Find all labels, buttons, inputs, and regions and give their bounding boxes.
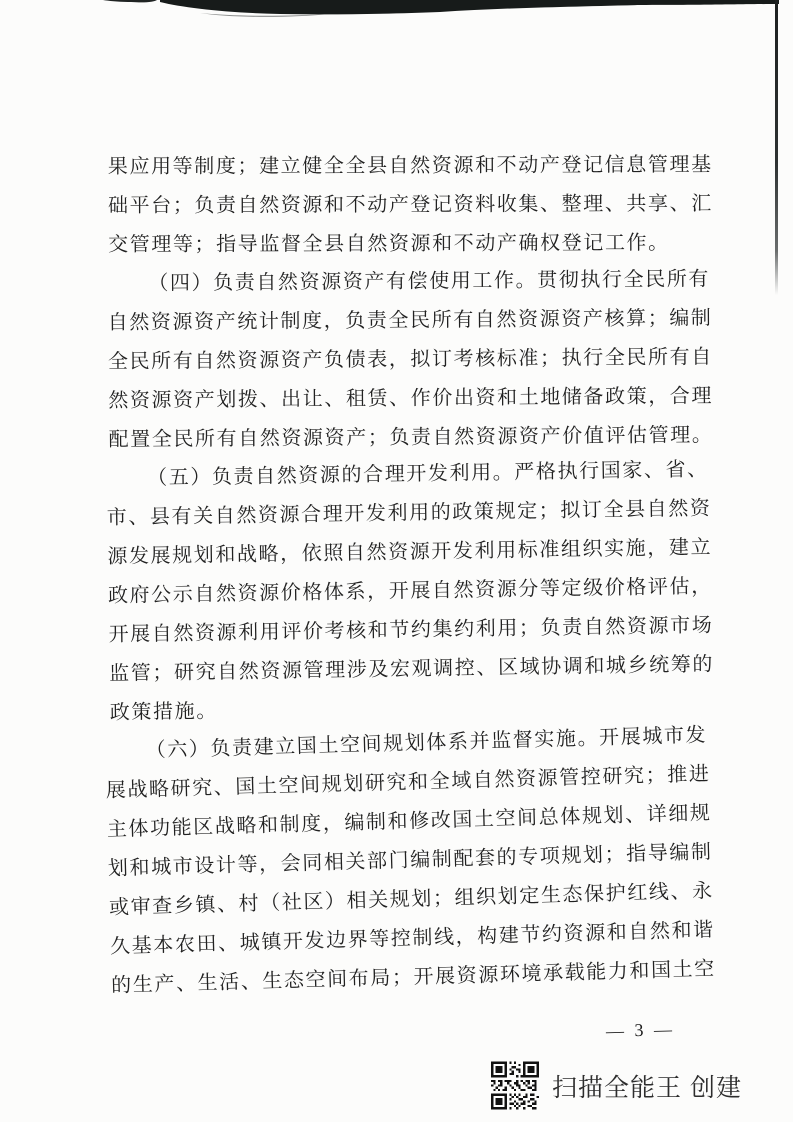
text-line: 久基本农田、城镇开发边界等控制线，构建节约资源和自然和谐 — [109, 919, 716, 958]
text-line: 政策措施。 — [109, 700, 218, 724]
scan-shadow-right — [775, 0, 778, 295]
text-line: 果应用等制度；建立健全全县自然资源和不动产登记信息管理基 — [107, 153, 713, 179]
scanner-watermark — [491, 1060, 742, 1111]
text-line: 展战略研究、国土空间规划研究和全域自然资源管控研究；推进 — [105, 763, 711, 803]
document-body — [105, 148, 717, 1006]
paragraph-continuation — [107, 146, 713, 265]
text-line: （六）负责建立国土空间规划体系并监督实施。开展城市发 — [145, 724, 708, 762]
watermark-label: 扫描全能王 创建 — [552, 1073, 742, 1102]
text-line: 市、县有关自然资源合理开发利用的政策规定；拟订全县自然资 — [106, 497, 712, 530]
paragraph-item-5 — [106, 451, 715, 733]
scan-shadow-top — [0, 0, 793, 26]
paragraph-item-4 — [107, 260, 714, 460]
text-line: （四）负责自然资源资产有偿使用工作。贯彻执行全民所有 — [148, 268, 711, 295]
text-line: （五）负责自然资源的合理开发利用。严格执行国家、省、 — [146, 458, 709, 490]
paragraph-item-6 — [104, 716, 717, 1006]
text-line: 配置全民所有自然资源资产；负责自然资源资产价值评估管理。 — [108, 424, 714, 451]
text-line: 监管；研究自然资源管理涉及宏观调控、区域协调和城乡统筹的 — [109, 653, 715, 685]
qr-code-icon — [491, 1060, 539, 1111]
text-line: 政府公示自然资源价格体系，开展自然资源分等定级价格评估， — [107, 575, 713, 607]
text-line: 全民所有自然资源资产负债表，拟订考核标准；执行全民所有自 — [107, 346, 713, 373]
text-line: 或审查乡镇、村（社区）相关规划；组织划定生态保护红线、永 — [108, 880, 714, 919]
text-line: 主体功能区战略和制度，编制和修改国土空间总体规划、详细规 — [106, 802, 712, 842]
text-line: 划和城市设计等，会同相关部门编制配套的专项规划；指导编制 — [107, 841, 713, 880]
text-line: 源发展规划和战略，依照自然资源开发利用标准组织实施，建立 — [107, 536, 713, 569]
text-line: 础平台；负责自然资源和不动产登记资料收集、整理、共享、汇 — [107, 192, 713, 217]
page-number: — 3 — — [605, 1019, 676, 1041]
text-line: 开展自然资源利用评价考核和节约集约利用；负责自然资源市场 — [108, 614, 714, 646]
text-line: 的生产、生活、生态空间布局；开展资源环境承载能力和国土空 — [110, 958, 717, 997]
text-line: 然资源资产划拨、出让、租赁、作价出资和土地储备政策，合理 — [108, 385, 714, 412]
text-line: 交管理等；指导监督全县自然资源和不动产确权登记工作。 — [108, 232, 670, 256]
text-line: 自然资源资产统计制度，负责全民所有自然资源资产核算；编制 — [107, 307, 713, 335]
